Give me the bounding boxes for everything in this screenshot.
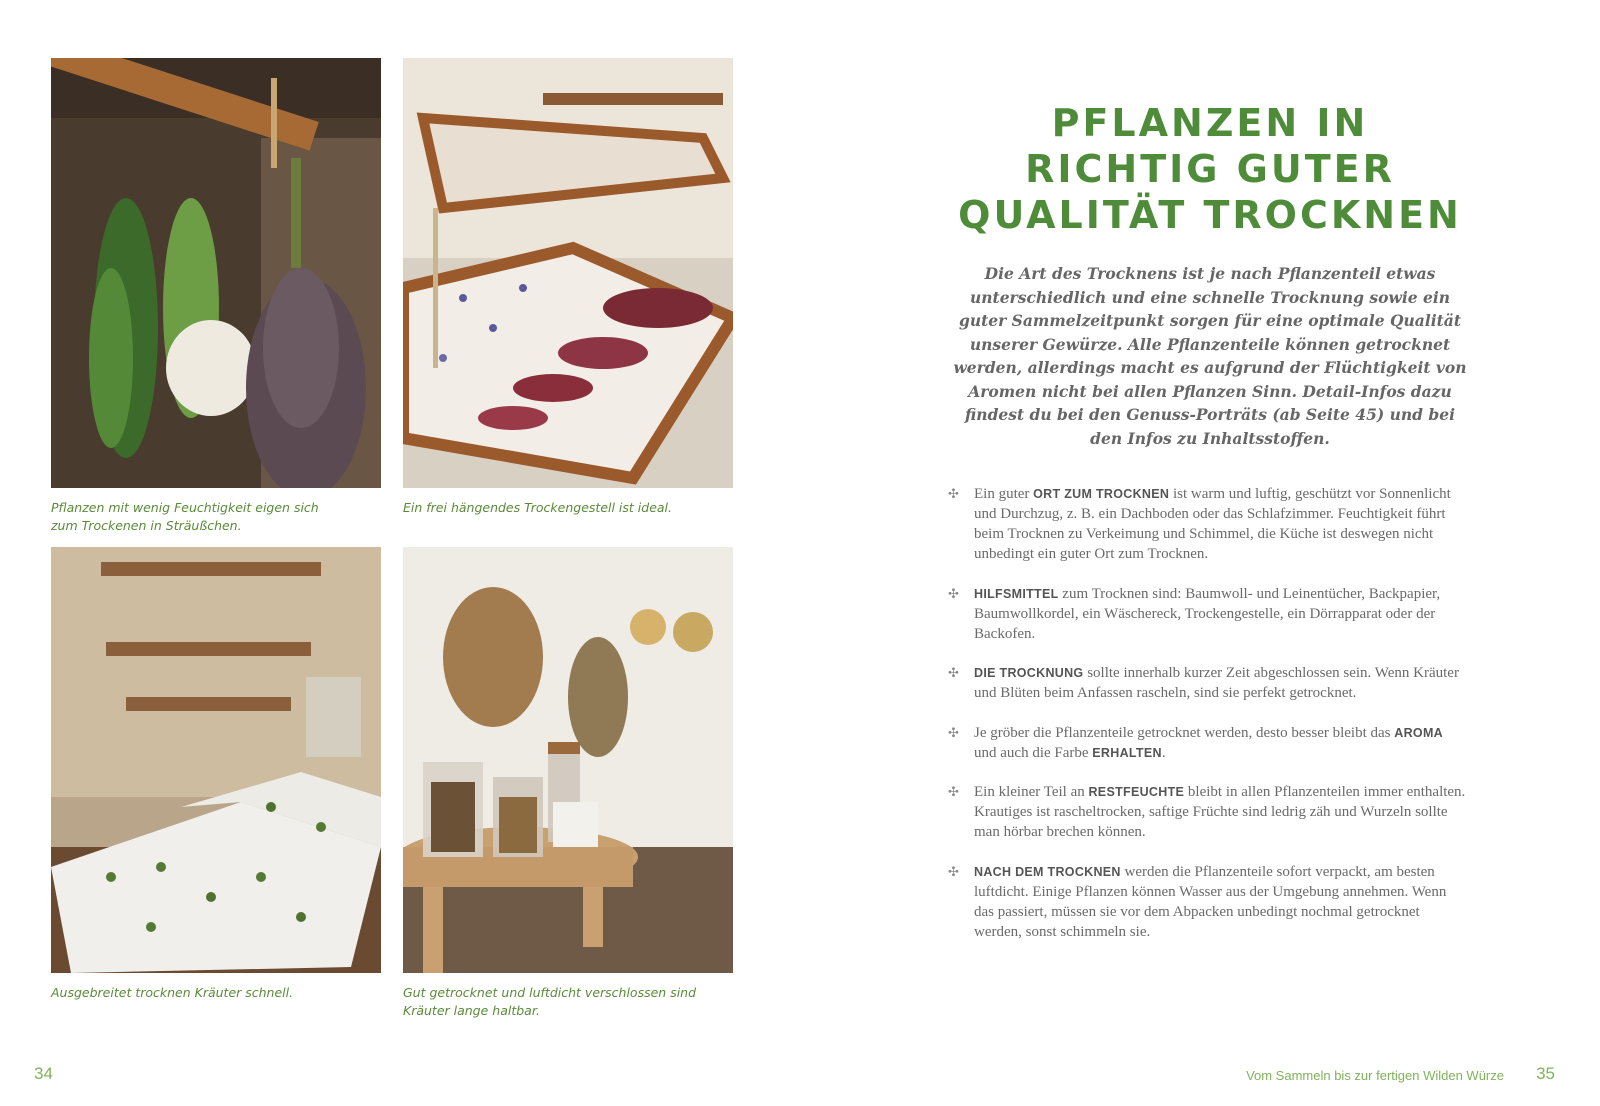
page-title-line-1: PFLANZEN IN — [1051, 101, 1369, 145]
list-item-keyword: AROMA — [1394, 725, 1443, 740]
list-item — [948, 862, 1468, 942]
flower-bullet-icon: ✣ — [948, 863, 959, 879]
list-item-text: Je gröber die Pflanzenteile getrocknet werden, desto besser bleibt das — [974, 724, 1395, 741]
list-item-text: . — [1161, 744, 1166, 761]
flower-bullet-icon: ✣ — [948, 585, 959, 601]
list-item-keyword: NACH DEM TROCKNEN — [974, 864, 1121, 879]
list-item-text: Ein guter — [974, 486, 1034, 502]
page-title-line-3: QUALITÄT TROCKNEN — [958, 193, 1462, 237]
tips-list — [948, 484, 1468, 961]
list-item — [948, 663, 1468, 703]
list-item — [948, 584, 1468, 644]
page-number-left: 34 — [34, 1064, 53, 1083]
caption-photo-2: Ein frei hängendes Trockengestell ist ideal. — [403, 500, 672, 515]
photo-spice-jars — [403, 547, 733, 973]
list-item — [948, 782, 1468, 842]
caption-photo-1: Pflanzen mit wenig Feuchtigkeit eigen sich zum Trockenen in Sträußchen. — [51, 500, 319, 533]
caption-photo-4: Gut getrocknet und luftdicht verschlossen sind Kräuter lange haltbar. — [403, 985, 697, 1018]
list-item-text: bleibt in allen Pflanzenteilen immer enthalten. Krautiges ist rascheltrocken, saftige Früchte sind ledrig zäh und Wurzeln sollte man hörbar brechen können. — [974, 784, 1466, 840]
flower-bullet-icon: ✣ — [948, 486, 959, 501]
page-number-right: 35 — [1536, 1064, 1555, 1083]
photo-herbs-on-trays — [51, 547, 381, 973]
page-title-line-2: RICHTIG GUTER — [1025, 147, 1395, 191]
list-item-text: und auch die Farbe — [974, 744, 1093, 761]
list-item-text: Ein kleiner Teil an — [974, 784, 1089, 800]
list-item-text: werden die Pflanzenteile sofort verpackt, am besten luftdicht. Einige Pflanzen können Wasser aus der Umgebung annehmen. Wenn das passiert, müssen sie vor dem Abpacken unbedingt nochmal getrocknet werden, sonst schimmeln sie. — [974, 863, 1447, 940]
list-item-text: ist warm und luftig, geschützt vor Sonnenlicht und Durchzug, z. B. ein Dachboden oder das Schlafzimmer. Feuchtigkeit führt beim Trocknen zu Verkeimung und Schimmel, die Küche ist deswegen nicht unbedingt ein guter Ort zum Trocknen. — [974, 486, 1451, 562]
caption-photo-3: Ausgebreitet trocknen Kräuter schnell. — [51, 985, 294, 1000]
intro-paragraph: Die Art des Trocknens ist je nach Pflanzenteil etwas unterschiedlich und eine schnelle Trocknung sowie ein guter Sammelzeitpunkt sorgen für eine optimale Qualität unserer Gewürze. Alle Pflanzenteile können getrocknet werden, allerdings macht es aufgrund der Flüchtigkeit von Aromen nicht bei allen Pflanzen Sinn. Detail-Infos dazu findest du bei den Genuss-Porträts (ab Seite 45) und bei den Infos zu Inhaltsstoffen. — [953, 264, 1467, 448]
list-item-keyword: DIE TROCKNUNG — [974, 666, 1084, 680]
list-item — [948, 484, 1468, 564]
flower-bullet-icon: ✣ — [948, 784, 959, 799]
flower-bullet-icon: ✣ — [948, 665, 959, 680]
list-item-keyword: HILFSMITTEL — [974, 586, 1059, 601]
page-title — [940, 100, 1480, 238]
list-item-keyword: ORT ZUM TROCKNEN — [1033, 487, 1170, 501]
running-head: Vom Sammeln bis zur fertigen Wilden Würze — [1246, 1068, 1504, 1083]
list-item-keyword: RESTFEUCHTE — [1088, 785, 1185, 799]
list-item — [948, 723, 1468, 763]
photo-hanging-herb-bunches — [51, 58, 381, 488]
list-item-keyword: ERHALTEN — [1092, 745, 1162, 760]
photo-hanging-drying-rack — [403, 58, 733, 488]
list-item-text: sollte innerhalb kurzer Zeit abgeschlossen sein. Wenn Kräuter und Blüten beim Anfassen rascheln, sind sie perfekt getrocknet. — [974, 665, 1459, 701]
flower-bullet-icon: ✣ — [948, 724, 959, 740]
list-item-text: zum Trocknen sind: Baumwoll- und Leinentücher, Backpapier, Baumwollkordel, ein Wäschereck, Trockengestelle, ein Dörrapparat oder der Backofen. — [974, 585, 1441, 642]
